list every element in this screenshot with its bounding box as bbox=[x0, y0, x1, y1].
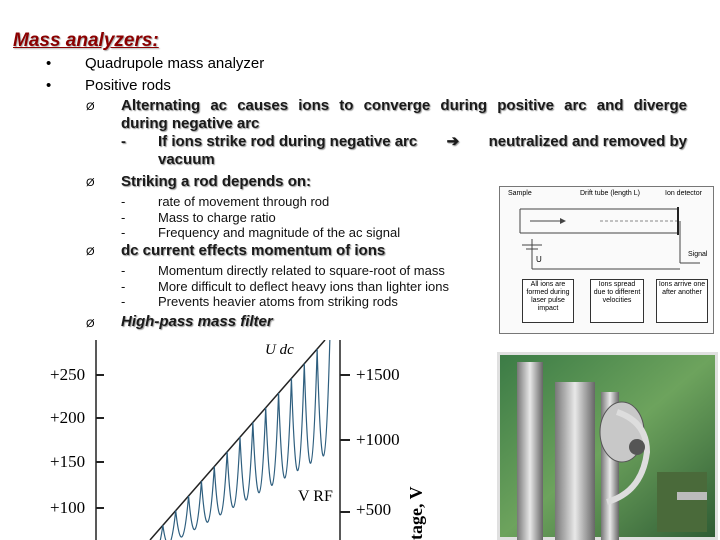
detail-text-b: neutralized and removed by bbox=[488, 133, 687, 150]
arrow-bullet-icon: Ø bbox=[86, 101, 95, 113]
drift-tube-label: Drift tube (length L) bbox=[580, 190, 640, 197]
list-item bbox=[121, 210, 400, 226]
detail-text bbox=[158, 133, 687, 151]
dash-glyph: - bbox=[121, 133, 126, 150]
udc-label: U dc bbox=[265, 342, 294, 358]
tick-label: +1000 bbox=[356, 430, 400, 449]
list-item bbox=[121, 294, 449, 310]
sub-list bbox=[121, 194, 400, 241]
dash-glyph: - bbox=[121, 194, 126, 209]
dash-glyph: - bbox=[121, 209, 126, 225]
dash-glyph: - bbox=[121, 225, 126, 240]
point-high-pass: High-pass mass filter bbox=[121, 313, 273, 330]
u-label: U bbox=[536, 255, 542, 264]
tick-label: +200 bbox=[50, 408, 86, 427]
voltage-chart bbox=[40, 340, 492, 540]
detail-line2: vacuum bbox=[158, 151, 215, 168]
stage-box-formed: All ions are formed during laser pulse impact bbox=[522, 279, 574, 323]
axis-side-label: tage, V bbox=[406, 486, 426, 540]
ion-detector-label: Ion detector bbox=[665, 190, 702, 197]
list-item-text: Mass to charge ratio bbox=[158, 209, 276, 225]
tick-label: +250 bbox=[50, 365, 86, 384]
list-item bbox=[121, 279, 449, 295]
bullet-glyph: • bbox=[46, 77, 52, 94]
signal-label: Signal bbox=[688, 251, 708, 258]
point-dc-current: dc current effects momentum of ions bbox=[121, 242, 386, 259]
list-item-text: rate of movement through rod bbox=[158, 194, 330, 209]
point-line: Alternating ac causes ions to converge during positive arc and diverge bbox=[121, 97, 687, 114]
arrow-bullet-icon: Ø bbox=[86, 177, 95, 189]
detail-text-a: If ions strike rod during negative arc bbox=[158, 133, 418, 150]
tick-label: +100 bbox=[50, 498, 86, 517]
dash-glyph: - bbox=[121, 278, 126, 294]
bullet-glyph: • bbox=[46, 55, 52, 72]
dash-glyph: - bbox=[121, 294, 126, 309]
right-arrow-icon: ➔ bbox=[446, 133, 460, 150]
stage-box-arrive: Ions arrive one after another bbox=[656, 279, 708, 323]
arrow-bullet-icon: Ø bbox=[86, 318, 95, 330]
point-striking-rod: Striking a rod depends on: bbox=[121, 173, 312, 190]
bullet-positive-rods: Positive rods bbox=[85, 77, 171, 94]
list-item bbox=[121, 263, 449, 279]
point-detail bbox=[121, 133, 687, 151]
list-item bbox=[121, 194, 400, 210]
list-item-text: Momentum directly related to square-root of mass bbox=[158, 263, 445, 278]
sub-list bbox=[121, 263, 449, 310]
sample-label: Sample bbox=[508, 190, 532, 197]
slide-title: Mass analyzers: bbox=[13, 30, 159, 51]
quadrupole-photo bbox=[497, 352, 718, 540]
time-of-flight-diagram bbox=[499, 186, 714, 334]
list-item-text: Frequency and magnitude of the ac signal bbox=[158, 225, 401, 240]
vrf-label: V RF bbox=[298, 488, 333, 505]
list-item bbox=[121, 225, 400, 241]
point-line: during negative arc bbox=[121, 115, 260, 132]
tick-label: +1500 bbox=[356, 365, 400, 384]
arrow-bullet-icon: Ø bbox=[86, 246, 95, 258]
tick-label: +500 bbox=[356, 500, 392, 519]
dash-glyph: - bbox=[121, 263, 126, 278]
stage-box-spread: Ions spread due to different velocities bbox=[590, 279, 644, 323]
tick-label: +150 bbox=[50, 452, 86, 471]
bullet-quadrupole: Quadrupole mass analyzer bbox=[85, 55, 265, 72]
list-item-text: Prevents heavier atoms from striking rods bbox=[158, 294, 398, 309]
list-item-text: More difficult to deflect heavy ions than lighter ions bbox=[158, 278, 449, 294]
point-ac-alternating bbox=[121, 97, 687, 169]
photo-illustration bbox=[497, 352, 718, 540]
